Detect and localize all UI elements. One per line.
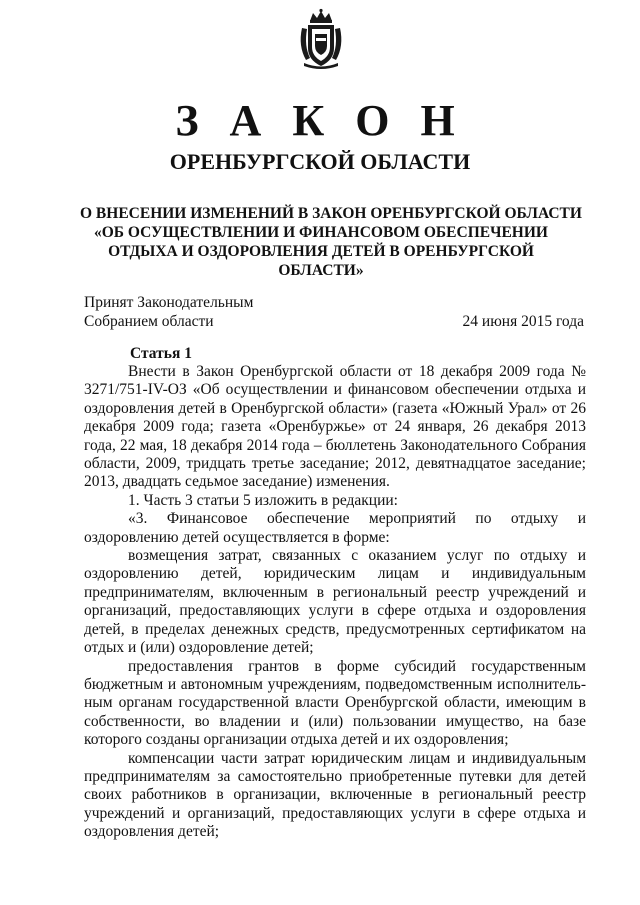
adoption-line: Собранием области bbox=[84, 313, 214, 330]
subject-line: О ВНЕСЕНИИ ИЗМЕНЕНИЙ В ЗАКОН ОРЕНБУРГСКОЙ ОБЛАСТИ bbox=[80, 205, 582, 222]
adoption-line: Принят Законодательным bbox=[84, 294, 254, 311]
article-paragraph: 1. Часть 3 статьи 5 изложить в редакции: bbox=[128, 491, 398, 509]
subject-line: ОБЛАСТИ» bbox=[278, 262, 364, 279]
article-paragraph: «3. Финансовое обеспечение мероприятий по отдыху и оздоровлению детей осуществляется в форме: bbox=[84, 510, 586, 546]
law-subject-heading bbox=[80, 204, 582, 280]
coat-of-arms-emblem bbox=[296, 8, 346, 70]
subject-line: ОТДЫХА И ОЗДОРОВЛЕНИЯ ДЕТЕЙ В ОРЕНБУРГСКОЙ bbox=[108, 243, 534, 260]
article-paragraph: возмещения затрат, связанных с оказанием услуг по отдыху и оздоровлению детей, юридическим лицам и индивидуальным предпринимателям, включенным в региональный реестр учреждений и организаций, предоставляющих услуги в сфере отдыха и оздоровления детей, в пределах денежных средств, предусмотренных сертификатом на отдых и (или) оздоровление детей; bbox=[84, 547, 586, 657]
article-paragraph: Внести в Закон Оренбургской области от 18 декабря 2009 года № 3271/751-IV-ОЗ «Об осуществлении и финансовом обеспечении отдыха и оздоровления детей в Оренбургской области» (газета «Южный Урал» от 26 декабря 2009 года; газета «Оренбуржье» от 24 января, 26 декабря 2013 года, 22 мая, 18 декабря 2014 года – бюллетень Законодательного Собрания области, 2009, тридцать третье заседание; 2012, девятнадцатое заседание; 2013, двадцать седьмое заседание) изменения. bbox=[84, 363, 586, 491]
article-paragraph: предоставления грантов в форме субсидий государственным бюджетным и автономным учреждениям, подведомственным исполнитель-ным органам государственной власти Оренбургской области, имеющим в собственности, во владении и (или) пользовании имущество, на базе которого созданы организации отдыха детей и их оздоровления; bbox=[84, 657, 586, 749]
article-title: Статья 1 bbox=[130, 345, 192, 362]
document-region: ОРЕНБУРГСКОЙ ОБЛАСТИ bbox=[169, 149, 471, 174]
article-paragraph: компенсации части затрат юридическим лицам и индивидуальным предпринимателям за самостоятельно приобретенные путевки для детей своих работников в организации, включенные в региональный реестр учреждений и организаций, предоставляющих услуги в сфере отдыха и оздоровления детей; bbox=[84, 749, 586, 841]
article-body bbox=[84, 363, 586, 842]
adoption-body bbox=[84, 293, 253, 331]
subject-line: «ОБ ОСУЩЕСТВЛЕНИИ И ФИНАНСОВОМ ОБЕСПЕЧЕНИИ bbox=[94, 224, 548, 241]
adoption-date: 24 июня 2015 года bbox=[462, 313, 584, 330]
document-title: З А К О Н bbox=[175, 96, 465, 145]
